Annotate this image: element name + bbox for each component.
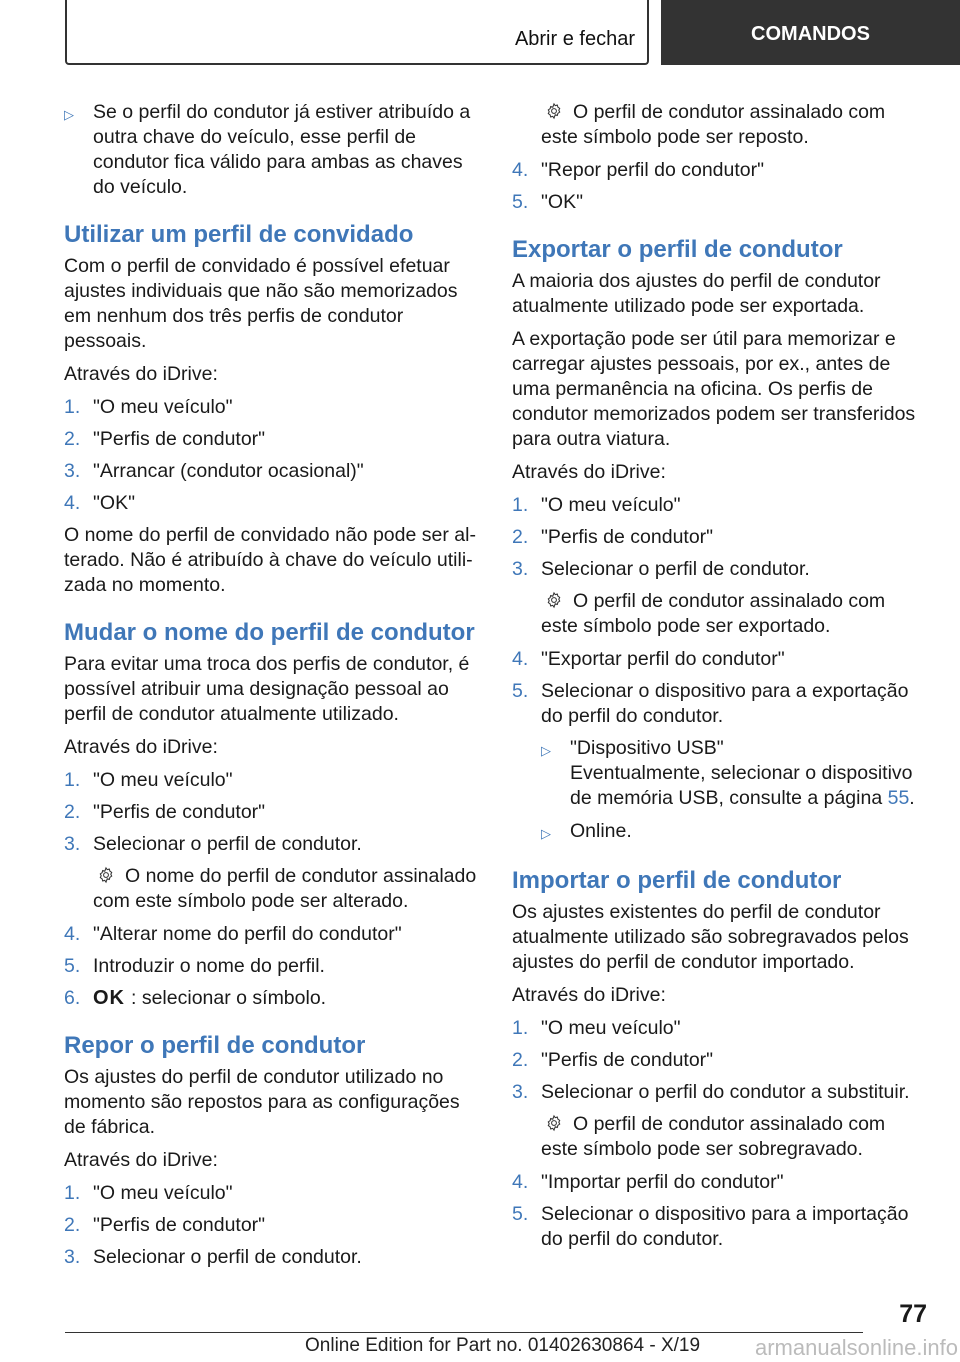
list-item (512, 679, 926, 729)
note-text: O perfil de condutor assinalado com este símbolo pode ser reposto. (541, 101, 886, 148)
step-list (512, 493, 926, 582)
step-number: 2. (64, 428, 81, 450)
step-list (64, 768, 479, 857)
step-text: Selecionar o perfil de condutor. (541, 558, 810, 580)
list-item (64, 832, 479, 857)
list-item (64, 1245, 479, 1270)
list-item (64, 922, 479, 947)
page-header (0, 0, 960, 66)
step-text: "O meu veículo" (541, 1017, 681, 1039)
section-heading: Repor o perfil de condutor (64, 1032, 366, 1059)
list-item (512, 1202, 926, 1252)
page-number: 77 (899, 1300, 927, 1328)
bullet-text: "Dispositivo USB" (570, 737, 724, 759)
symbol-note (512, 1112, 926, 1162)
step-text: Selecionar o perfil de condutor. (93, 1246, 362, 1268)
chapter-tab: COMANDOS (661, 0, 960, 65)
step-number: 1. (64, 1182, 81, 1204)
section-heading: Utilizar um perfil de convidado (64, 221, 414, 248)
step-text: : selecionar o símbolo. (131, 987, 327, 1009)
step-text: "O meu veículo" (93, 1182, 233, 1204)
section-heading: Mudar o nome do perfil de condutor (64, 619, 475, 646)
step-text: "Exportar perfil do condutor" (541, 648, 785, 670)
paragraph: Através do iDrive: (512, 984, 666, 1006)
step-number: 6. (64, 987, 81, 1009)
step-text: "Perfis de condutor" (93, 428, 266, 450)
step-number: 5. (512, 680, 529, 702)
step-list (64, 1181, 479, 1270)
step-text: Selecionar o perfil do condutor a substituir. (541, 1081, 910, 1103)
list-item (512, 647, 926, 672)
note-text: O perfil de condutor assinalado com este símbolo pode ser sobregravado. (541, 1113, 886, 1160)
step-number: 4. (512, 1171, 529, 1193)
step-text: "Perfis de condutor" (93, 1214, 266, 1236)
list-item (64, 459, 479, 484)
step-number: 5. (512, 1203, 529, 1225)
paragraph: Através do iDrive: (64, 736, 218, 758)
paragraph: Através do iDrive: (64, 363, 218, 385)
step-text: "Perfis de condutor" (541, 1049, 714, 1071)
step-list (64, 395, 479, 516)
list-item (64, 954, 479, 979)
step-number: 3. (64, 833, 81, 855)
step-text: "Alterar nome do perfil do condutor" (93, 923, 402, 945)
step-number: 2. (512, 1049, 529, 1071)
list-item (512, 557, 926, 582)
ok-icon: OK (93, 987, 125, 1009)
footer-divider (65, 1332, 863, 1333)
step-list (512, 1016, 926, 1105)
bullet-text: Online. (570, 820, 632, 842)
paragraph: O nome do perfil de convidado não pode ser alterado. Não é atribuído à chave do veículo utilizada no momento. (64, 524, 476, 596)
bullet-detail: Eventualmente, selecionar o dispositivo de memória USB, consulte a página (570, 762, 913, 809)
step-number: 4. (512, 648, 529, 670)
left-column (64, 100, 479, 1277)
step-text: "OK" (541, 191, 584, 213)
step-number: 3. (64, 460, 81, 482)
list-item (64, 395, 479, 420)
sub-bullets (512, 736, 926, 846)
paragraph: Através do iDrive: (64, 1149, 218, 1171)
list-item (64, 1181, 479, 1206)
step-number: 3. (512, 558, 529, 580)
list-item (64, 491, 479, 516)
step-text: Selecionar o dispositivo para a importação do perfil do condutor. (541, 1203, 909, 1250)
step-number: 1. (64, 769, 81, 791)
note-text: O nome do perfil de condutor assinalado com este símbolo pode ser alterado. (93, 865, 477, 912)
paragraph: Para evitar uma troca dos perfis de condutor, é possível atribuir uma designação pessoal ao perfil de condutor atualmente utilizado. (64, 653, 470, 725)
step-number: 5. (64, 955, 81, 977)
step-number: 2. (64, 1214, 81, 1236)
step-number: 4. (64, 923, 81, 945)
bullet-item: ▷ "Dispositivo USB" Eventualmente, selecionar o dispositivo de memória USB, consulte a página 55. (541, 737, 915, 809)
step-number: 4. (64, 492, 81, 514)
step-text: "Repor perfil do condutor" (541, 159, 765, 181)
step-number: 1. (64, 396, 81, 418)
note-text: O perfil de condutor assinalado com este símbolo pode ser exportado. (541, 590, 886, 637)
list-item (64, 768, 479, 793)
step-number: 2. (512, 526, 529, 548)
paragraph: Com o perfil de convidado é possível efetuar ajustes individuais que não são memorizados em nenhum dos três perfis de condutor pessoais. (64, 255, 458, 352)
paragraph: Os ajustes do perfil de condutor utilizado no momento são repostos para as configurações de fábrica. (64, 1066, 460, 1138)
bullet-item (64, 100, 479, 200)
symbol-note (64, 864, 479, 914)
gear-icon (543, 1114, 565, 1132)
step-number: 3. (64, 1246, 81, 1268)
step-list (512, 1170, 926, 1252)
step-number: 4. (512, 159, 529, 181)
list-item (512, 525, 926, 550)
step-number: 2. (64, 801, 81, 823)
list-item (512, 158, 926, 183)
step-text: "Arrancar (condutor ocasional)" (93, 460, 364, 482)
list-item (64, 1213, 479, 1238)
section-heading: Importar o perfil de condutor (512, 867, 842, 894)
list-item (64, 800, 479, 825)
paragraph: A maioria dos ajustes do perfil de condutor atualmente utilizado pode ser exportada. (512, 270, 881, 317)
list-item (512, 1170, 926, 1195)
step-text: "O meu veículo" (93, 396, 233, 418)
list-item (64, 427, 479, 452)
bullet-text: Se o perfil do condutor já estiver atribuído a outra chave do veículo, esse perfil de condutor fica válido para ambas as chaves do veículo. (93, 101, 471, 198)
list-item (512, 190, 926, 215)
page-link[interactable]: 55 (887, 787, 910, 809)
section-title: Abrir e fechar (514, 28, 635, 50)
list-item (512, 1080, 926, 1105)
triangle-bullet-icon: ▷ (541, 826, 551, 841)
symbol-note (512, 589, 926, 639)
symbol-note (512, 100, 926, 150)
step-list (512, 647, 926, 729)
gear-icon (543, 591, 565, 609)
list-item (512, 1048, 926, 1073)
watermark: armanualsonline.info (754, 1335, 958, 1360)
bullet-item (541, 819, 926, 846)
step-number: 5. (512, 191, 529, 213)
step-number: 1. (512, 1017, 529, 1039)
step-number: 1. (512, 494, 529, 516)
step-text: Selecionar o perfil de condutor. (93, 833, 362, 855)
paragraph: A exportação pode ser útil para memorizar e carregar ajustes pessoais, por ex., antes de uma permanência na oficina. Os perfis de condutor memorizados podem ser transferidos para outra viatura. (512, 328, 916, 450)
step-text: "O meu veículo" (93, 769, 233, 791)
gear-icon (95, 866, 117, 884)
step-list (64, 922, 479, 979)
step-text: Selecionar o dispositivo para a exportação do perfil do condutor. (541, 680, 909, 727)
step-text: "Perfis de condutor" (93, 801, 266, 823)
paragraph: Através do iDrive: (512, 461, 666, 483)
edition-text: Online Edition for Part no. 01402630864 - X/19 (305, 1335, 701, 1356)
triangle-bullet-icon: ▷ (64, 107, 74, 122)
list-item (512, 493, 926, 518)
step-text: "O meu veículo" (541, 494, 681, 516)
section-heading: Exportar o perfil de condutor (512, 236, 843, 263)
right-column (512, 100, 926, 1259)
list-item (64, 986, 479, 1011)
step-text: "Importar perfil do condutor" (541, 1171, 784, 1193)
step-text: "Perfis de condutor" (541, 526, 714, 548)
list-item (512, 1016, 926, 1041)
step-text: Introduzir o nome do perfil. (93, 955, 325, 977)
paragraph: Os ajustes existentes do perfil de condutor atualmente utilizado são sobregravados pelos ajustes do perfil de condutor importado. (512, 901, 909, 973)
triangle-bullet-icon: ▷ (541, 743, 551, 758)
step-list (512, 158, 926, 215)
gear-icon (543, 102, 565, 120)
step-text: "OK" (93, 492, 136, 514)
step-number: 3. (512, 1081, 529, 1103)
